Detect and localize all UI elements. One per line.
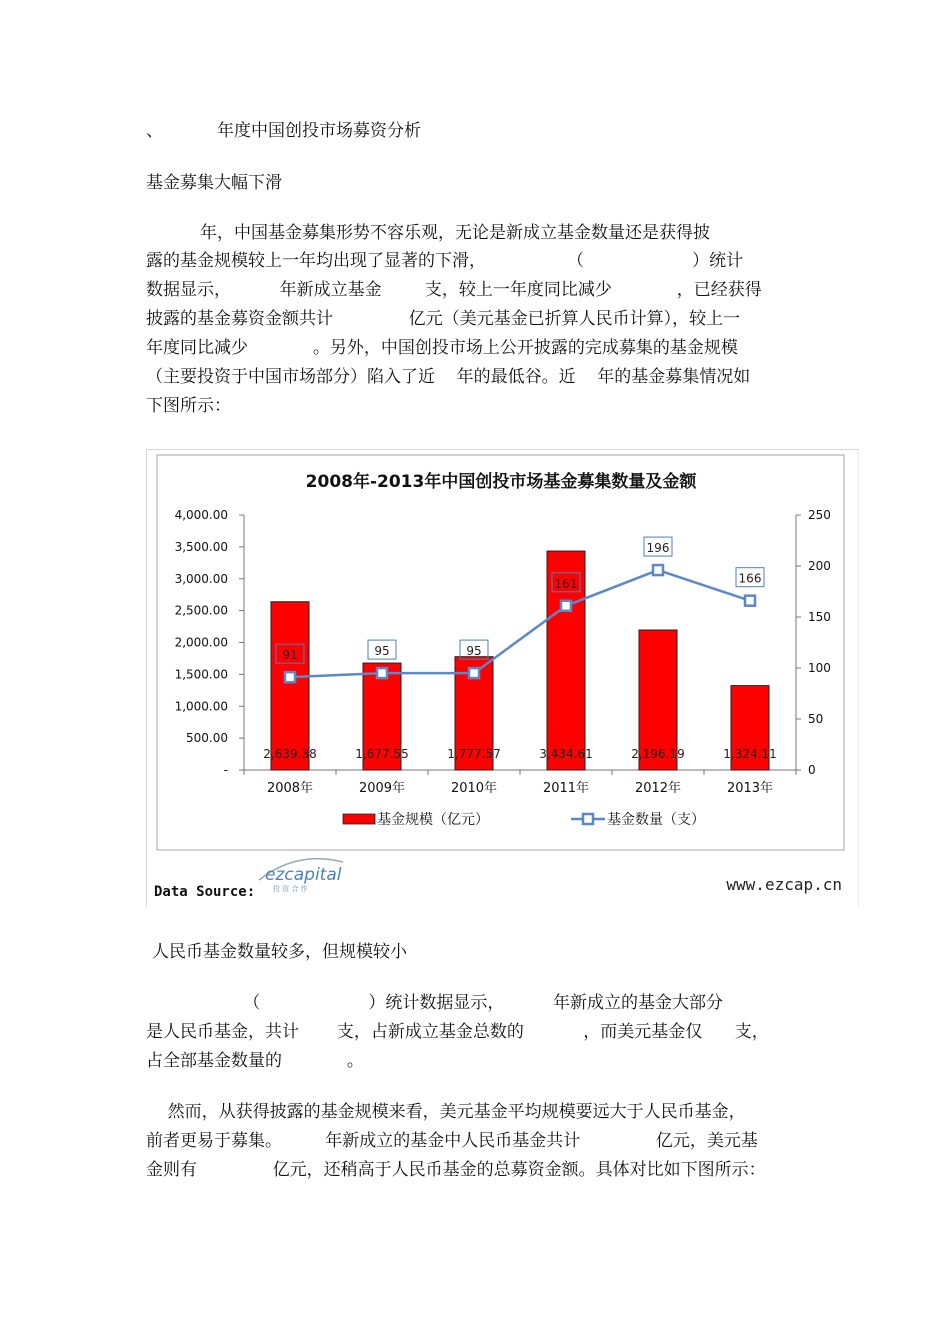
bar-value-label: 1,777.57 — [447, 747, 501, 761]
paragraph-line: 下图所示： — [146, 396, 231, 416]
count-label: 95 — [374, 644, 390, 659]
count-label: 166 — [738, 571, 762, 586]
subheading-fund-raising: 基金募集大幅下滑 — [146, 173, 282, 193]
y-right-tick-label: 250 — [808, 508, 831, 522]
bar-value-label: 2,196.19 — [631, 747, 685, 761]
bar-value-label: 1,677.55 — [355, 747, 409, 761]
section-heading: 、 年度中国创投市场募资分析 — [146, 121, 422, 141]
count-label: 95 — [466, 644, 482, 659]
y-left-tick-label: 3,000.00 — [174, 571, 228, 586]
y-left-tick-label: - — [223, 763, 228, 777]
subheading-rmb-funds: 人民币基金数量较多，但规模较小 — [152, 942, 407, 962]
paragraph-line: 数据显示， 年新成立基金 支，较上一年度同比减少 ，已经获得 — [146, 280, 762, 300]
y-left-tick-label: 3,500.00 — [174, 539, 228, 554]
count-point-2013年 — [745, 596, 755, 606]
paragraph-line: 金则有 亿元，还稍高于人民币基金的总募资金额。具体对比如下图所示： — [146, 1160, 766, 1180]
bar-value-label: 2,639.38 — [263, 747, 317, 761]
y-right-tick-label: 200 — [808, 559, 831, 573]
paragraph-line: （主要投资于中国市场部分）陷入了近 年的最低谷。近 年的基金募集情况如 — [146, 367, 751, 387]
y-left-tick-label: 500.00 — [186, 731, 228, 746]
paragraph-line: （ ）统计数据显示， 年新成立的基金大部分 — [146, 993, 723, 1013]
logo-subtext: 投 资 合 作 — [273, 885, 308, 893]
count-label: 161 — [554, 576, 578, 591]
x-tick-label: 2012年 — [634, 781, 682, 796]
count-point-2010年 — [469, 668, 479, 678]
paragraph-line: 年度同比减少 。另外，中国创投市场上公开披露的完成募集的基金规模 — [146, 338, 738, 358]
paragraph-line: 露的基金规模较上一年均出现了显著的下滑， （ ）统计 — [146, 251, 744, 271]
paragraph-line: 占全部基金数量的 。 — [146, 1051, 364, 1071]
y-left-tick-label: 4,000.00 — [174, 508, 228, 522]
count-label: 91 — [282, 648, 298, 663]
x-tick-label: 2009年 — [358, 781, 406, 796]
y-right-tick-label: 0 — [808, 763, 816, 777]
x-tick-label: 2011年 — [542, 781, 590, 796]
legend-swatch-marker — [583, 814, 593, 824]
y-right-tick-label: 150 — [808, 610, 831, 624]
paragraph-line: 披露的基金募资金额共计 亿元（美元基金已折算人民币计算），较上一 — [146, 309, 741, 329]
y-left-tick-label: 1,000.00 — [174, 699, 228, 714]
x-tick-label: 2010年 — [450, 781, 498, 796]
bar-2008年 — [271, 602, 309, 770]
paragraph-line: 年，中国基金募集形势不容乐观，无论是新成立基金数量还是获得披 — [146, 223, 711, 243]
chart-svg — [147, 450, 858, 907]
y-left-tick-label: 1,500.00 — [174, 667, 228, 682]
chart-figure — [146, 449, 859, 907]
paragraph-line: 然而，从获得披露的基金规模来看，美元基金平均规模要远大于人民币基金， — [146, 1102, 746, 1122]
legend-swatch-bar — [343, 814, 375, 824]
logo-text: ezcapital — [265, 865, 342, 885]
paragraph-line: 前者更易于募集。 年新成立的基金中人民币基金共计 亿元，美元基 — [146, 1131, 758, 1151]
count-point-2011年 — [561, 601, 571, 611]
bar-value-label: 1,324.11 — [723, 747, 777, 761]
website-label: www.ezcap.cn — [726, 875, 842, 894]
paragraph-line: 是人民币基金，共计 支，占新成立基金总数的 ，而美元基金仅 支， — [146, 1022, 769, 1042]
x-tick-label: 2013年 — [726, 781, 774, 796]
y-right-tick-label: 50 — [808, 712, 824, 726]
count-point-2008年 — [285, 672, 295, 682]
chart-title: 2008年-2013年中国创投市场基金募集数量及金额 — [305, 472, 697, 492]
y-left-tick-label: 2,500.00 — [174, 603, 228, 618]
data-source-label: Data Source: — [154, 884, 256, 900]
ezcapital-logo — [259, 859, 343, 893]
y-left-tick-label: 2,000.00 — [174, 635, 228, 650]
x-tick-label: 2008年 — [266, 781, 314, 796]
count-point-2009年 — [377, 668, 387, 678]
legend-label-bar: 基金规模（亿元） — [377, 812, 489, 828]
count-point-2012年 — [653, 565, 663, 575]
count-label: 196 — [646, 541, 670, 556]
bar-value-label: 3,434.61 — [539, 747, 593, 761]
y-right-tick-label: 100 — [808, 661, 831, 675]
legend-label-line: 基金数量（支） — [607, 812, 705, 828]
